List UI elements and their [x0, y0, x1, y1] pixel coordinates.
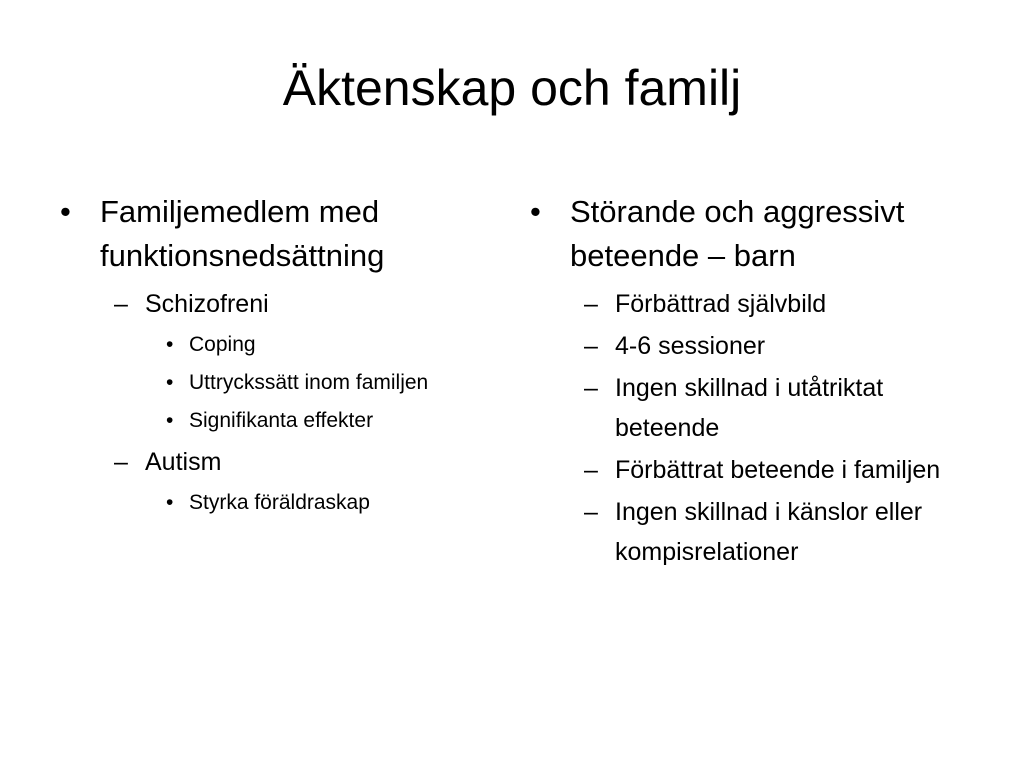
bullet-icon: •	[166, 371, 174, 394]
bullet-text: Styrka föräldraskap	[189, 491, 370, 514]
bullet-text: Ingen skillnad i utåtriktat beteende	[615, 374, 884, 442]
bullet-level2	[584, 492, 980, 572]
bullet-icon: •	[60, 194, 71, 229]
bullet-text: Autism	[145, 448, 222, 476]
bullet-text: Ingen skillnad i känslor eller kompisrelationer	[615, 498, 923, 566]
bullet-icon: •	[166, 491, 174, 514]
bullet-icon: •	[166, 333, 174, 356]
dash-icon: –	[584, 374, 598, 402]
bullet-icon: •	[530, 194, 541, 229]
bullet-level2	[584, 368, 980, 448]
dash-icon: –	[114, 448, 128, 476]
bullet-level2	[584, 284, 980, 324]
bullet-text: 4-6 sessioner	[615, 332, 766, 360]
bullet-text: Schizofreni	[145, 290, 269, 318]
dash-icon: –	[584, 332, 598, 360]
bullet-text: Uttryckssätt inom familjen	[189, 371, 429, 394]
bullet-level1	[530, 190, 980, 278]
bullet-level2	[114, 284, 480, 324]
bullet-text: Signifikanta effekter	[189, 409, 374, 432]
bullet-text: Förbättrat beteende i familjen	[615, 456, 941, 484]
left-column	[60, 190, 480, 524]
bullet-level2	[114, 442, 480, 482]
bullet-text: Störande och aggressivt beteende – barn	[570, 194, 905, 273]
bullet-icon: •	[166, 409, 174, 432]
bullet-level3	[166, 366, 480, 400]
bullet-level3	[166, 404, 480, 438]
bullet-level2	[584, 326, 980, 366]
bullet-level2	[584, 450, 980, 490]
dash-icon: –	[584, 290, 598, 318]
bullet-text: Familjemedlem med funktionsnedsättning	[100, 194, 385, 273]
bullet-level3	[166, 486, 480, 520]
bullet-level1	[60, 190, 480, 278]
dash-icon: –	[584, 498, 598, 526]
right-column	[530, 190, 980, 574]
bullet-level3	[166, 328, 480, 362]
slide-title: Äktenskap och familj	[282, 60, 742, 116]
dash-icon: –	[114, 290, 128, 318]
dash-icon: –	[584, 456, 598, 484]
bullet-text: Coping	[189, 333, 256, 356]
bullet-text: Förbättrad självbild	[615, 290, 827, 318]
